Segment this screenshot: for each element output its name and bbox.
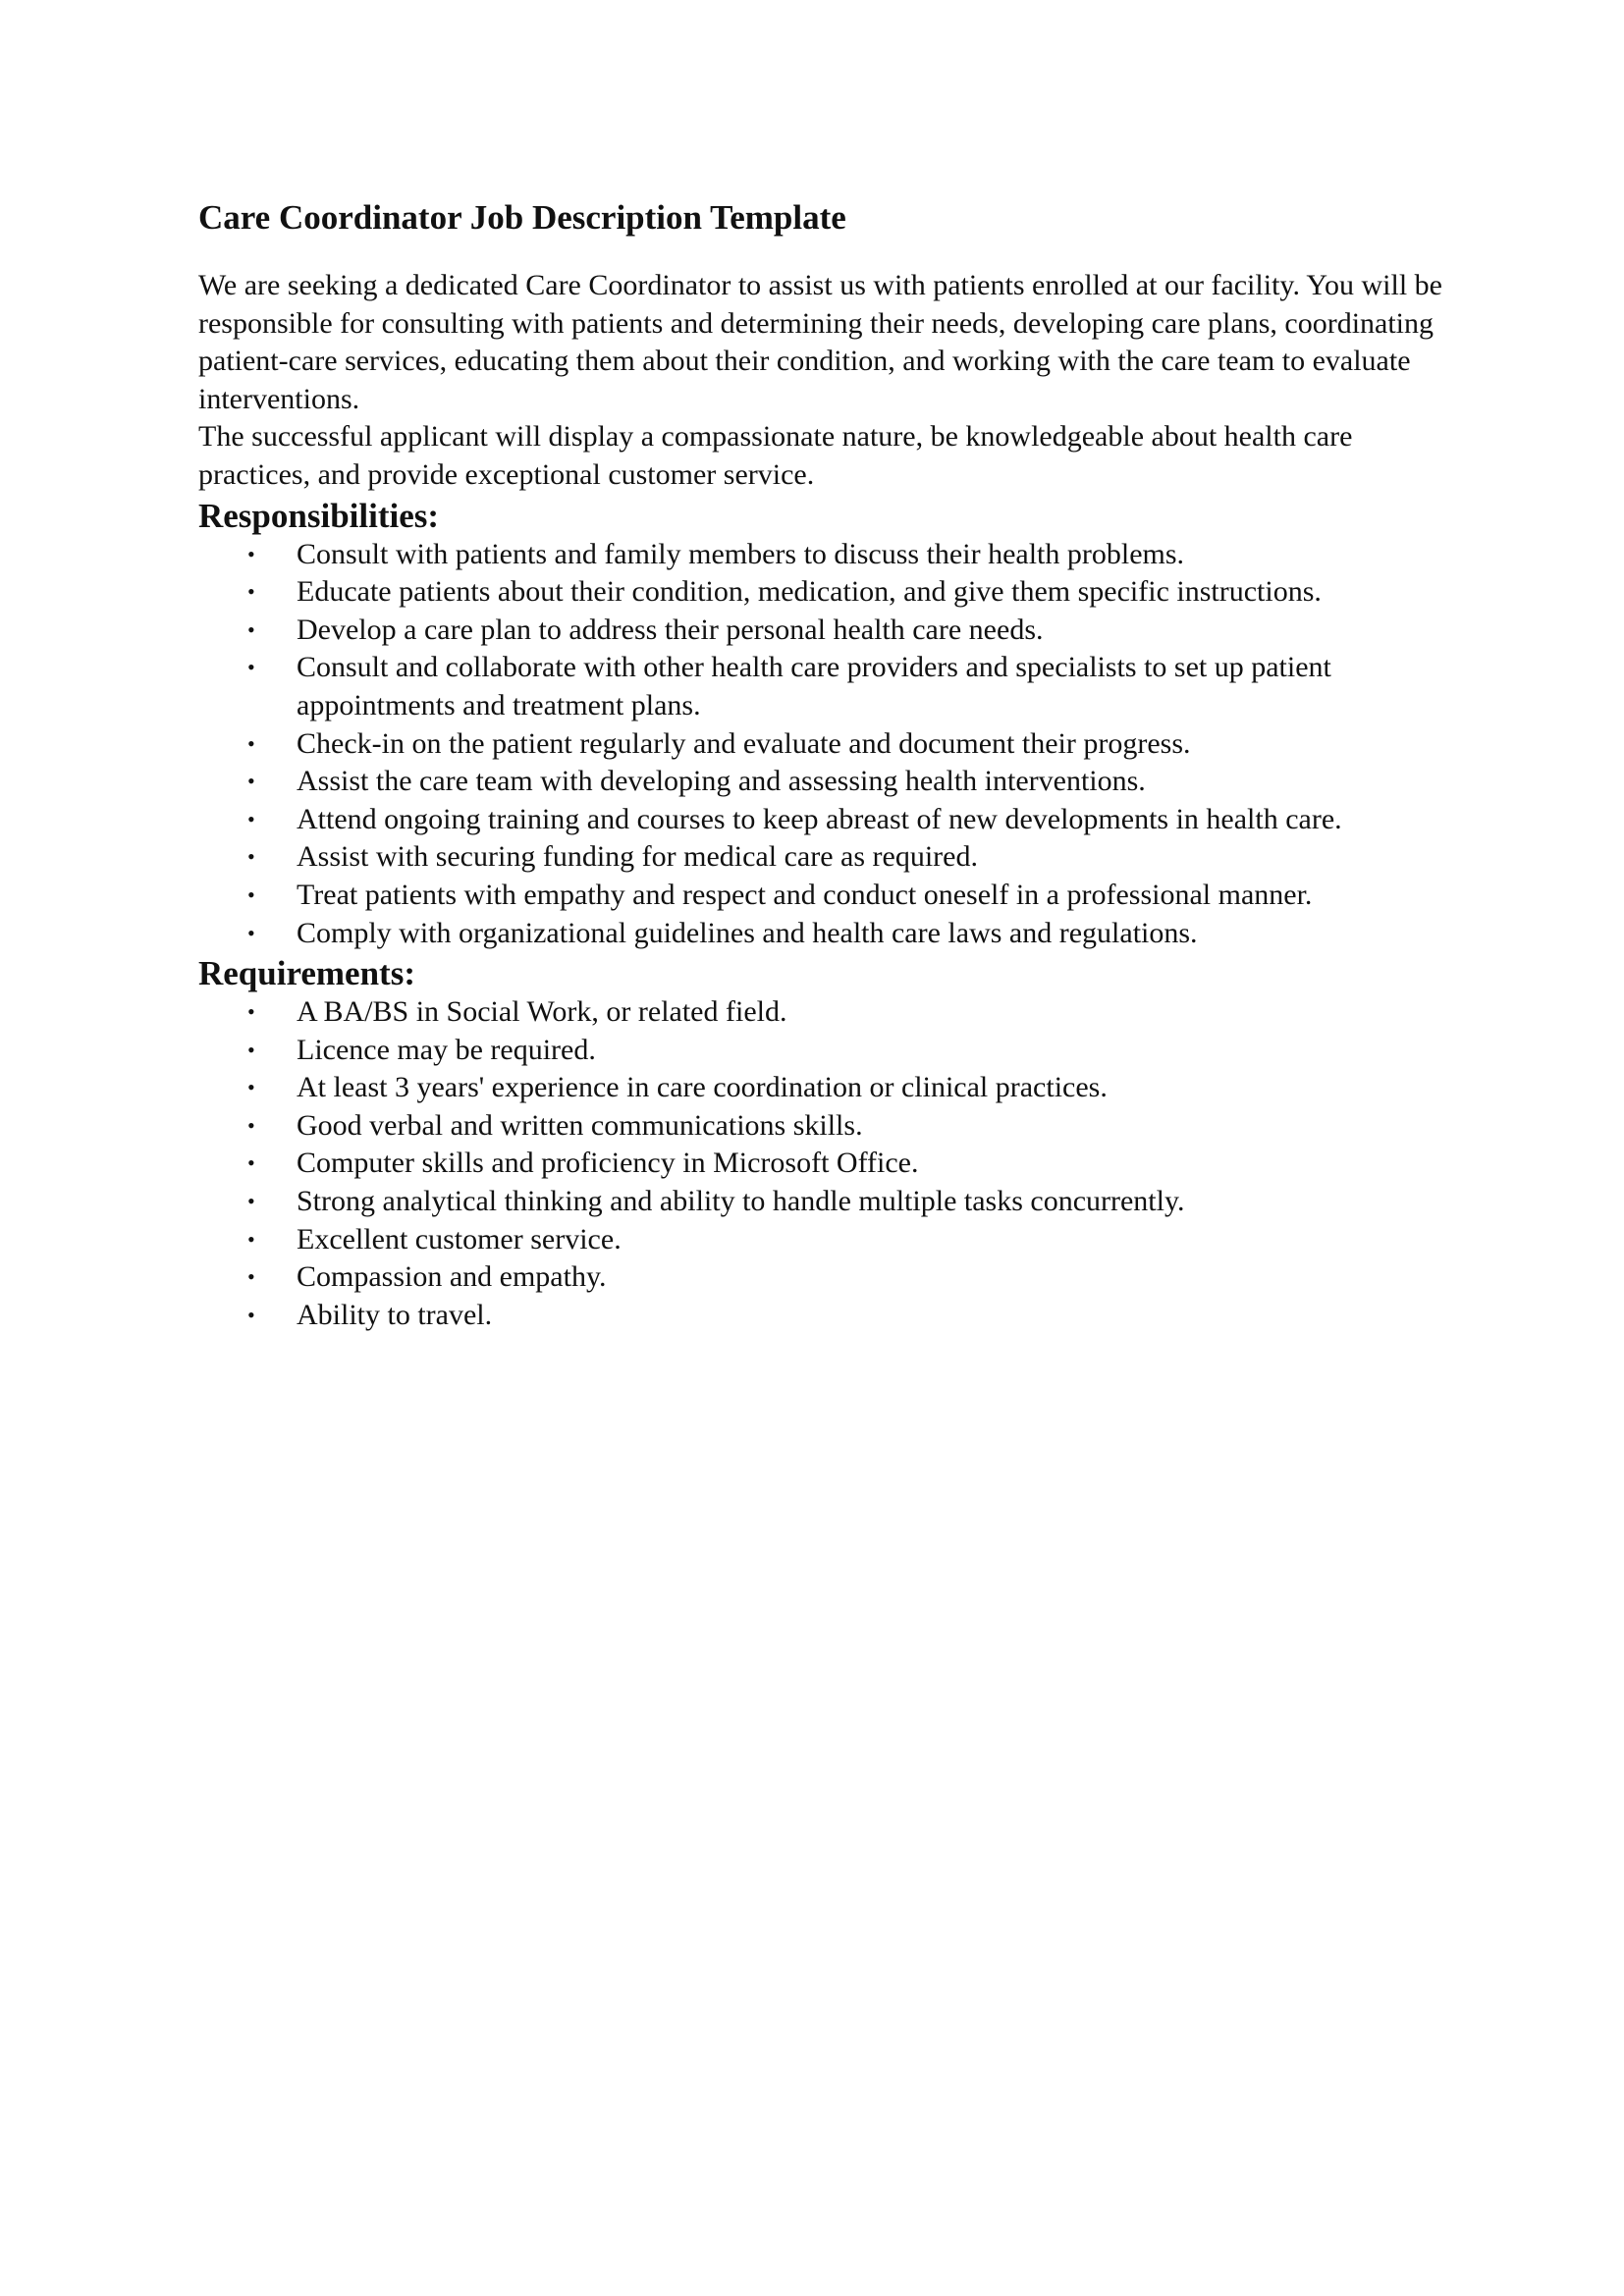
bullet-icon: •: [247, 999, 255, 1025]
list-item: [198, 1032, 1455, 1070]
list-item-text: Ability to travel.: [297, 1298, 493, 1331]
bullet-icon: •: [247, 1264, 255, 1290]
bullet-icon: •: [247, 730, 255, 756]
list-item-text: Licence may be required.: [297, 1033, 596, 1066]
bullet-icon: •: [247, 616, 255, 642]
list-item-text: Assist the care team with developing and assessing health interventions.: [297, 765, 1146, 798]
bullet-icon: •: [247, 806, 255, 831]
list-item: [198, 838, 1455, 877]
list-item-text: Compassion and empathy.: [297, 1260, 607, 1294]
list-item-text: Attend ongoing training and courses to keep abreast of new developments in health care.: [297, 802, 1342, 835]
list-item: [198, 877, 1455, 915]
intro-paragraph: We are seeking a dedicated Care Coordinator to assist us with patients enrolled at our facility. You will be responsible for consulting with patients and determining their needs, developing care plans, coordinating patient-care services, educating them about their condition, and working with the care team to evaluate interventions.: [198, 269, 1442, 415]
list-item: [198, 763, 1455, 801]
intro-paragraph: The successful applicant will display a compassionate nature, be knowledgeable about health care practices, and provide exceptional customer service.: [198, 420, 1353, 491]
bullet-icon: •: [247, 655, 255, 680]
list-item: [198, 649, 1455, 724]
bullet-icon: •: [247, 1189, 255, 1214]
bullet-icon: •: [247, 1112, 255, 1138]
list-item: [198, 1221, 1455, 1259]
bullet-icon: •: [247, 1037, 255, 1062]
bullet-icon: •: [247, 844, 255, 870]
bullet-icon: •: [247, 881, 255, 907]
bullet-icon: •: [247, 1075, 255, 1100]
list-item-text: Educate patients about their condition, medication, and give them specific instructions.: [297, 575, 1322, 609]
list-item: [198, 573, 1455, 612]
list-item-text: Comply with organizational guidelines and health care laws and regulations.: [297, 916, 1198, 949]
responsibilities-list: [198, 536, 1455, 953]
bullet-icon: •: [247, 1302, 255, 1327]
list-item: [198, 536, 1455, 574]
document-title: Care Coordinator Job Description Template: [198, 198, 846, 237]
bullet-icon: •: [247, 920, 255, 945]
list-item: [198, 1069, 1455, 1107]
list-item: [198, 1258, 1455, 1297]
list-item: [198, 612, 1455, 650]
list-item-text: Develop a care plan to address their personal health care needs.: [297, 613, 1044, 646]
list-item-text: Good verbal and written communications skills.: [297, 1108, 863, 1142]
list-item-text: Check-in on the patient regularly and evaluate and document their progress.: [297, 726, 1191, 760]
list-item-text: Excellent customer service.: [297, 1222, 622, 1255]
requirements-list: [198, 993, 1455, 1334]
list-item: [198, 1145, 1455, 1183]
list-item: [198, 993, 1455, 1032]
bullet-icon: •: [247, 579, 255, 605]
list-item-text: Consult and collaborate with other health care providers and specialists to set up patient appointments and treatment plans.: [297, 651, 1331, 721]
bullet-icon: •: [247, 769, 255, 794]
requirements-heading: Requirements:: [198, 954, 415, 993]
list-item: [198, 1183, 1455, 1221]
list-item-text: Assist with securing funding for medical care as required.: [297, 840, 978, 874]
list-item-text: A BA/BS in Social Work, or related field.: [297, 995, 787, 1029]
list-item-text: Computer skills and proficiency in Microsoft Office.: [297, 1147, 919, 1180]
list-item-text: Strong analytical thinking and ability to handle multiple tasks concurrently.: [297, 1185, 1185, 1218]
bullet-icon: •: [247, 1150, 255, 1176]
responsibilities-heading: Responsibilities:: [198, 496, 440, 535]
list-item: [198, 1107, 1455, 1146]
bullet-icon: •: [247, 1226, 255, 1252]
list-item-text: At least 3 years' experience in care coordination or clinical practices.: [297, 1071, 1108, 1104]
list-item: [198, 915, 1455, 953]
list-item: [198, 1297, 1455, 1335]
list-item: [198, 801, 1455, 839]
document-body: [198, 194, 1455, 1334]
list-item-text: Consult with patients and family members to discuss their health problems.: [297, 537, 1185, 570]
bullet-icon: •: [247, 541, 255, 566]
list-item: [198, 725, 1455, 764]
list-item-text: Treat patients with empathy and respect and conduct oneself in a professional manner.: [297, 878, 1313, 911]
